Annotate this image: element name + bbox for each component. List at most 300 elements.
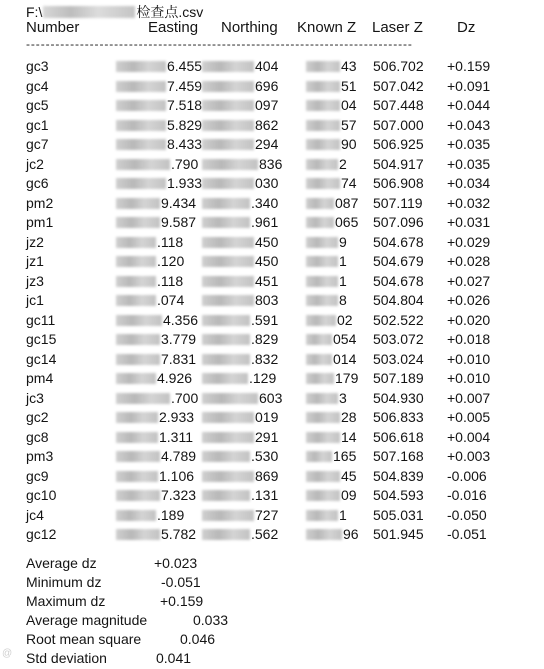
cell-easting-text: 7.459 — [167, 77, 203, 94]
redacted-block — [306, 412, 340, 423]
cell-laser-z-text: 506.833 — [373, 409, 424, 425]
cell-dz — [447, 448, 490, 464]
stat-line — [26, 555, 326, 574]
cell-known-z-text: 3 — [339, 389, 347, 406]
cell-known-z — [306, 370, 358, 386]
stat-line — [26, 612, 326, 631]
cell-laser-z — [373, 507, 424, 523]
cell-dz — [447, 195, 490, 211]
cell-number-text: gc8 — [26, 428, 49, 445]
cell-easting — [116, 234, 183, 250]
redacted-block — [306, 81, 340, 92]
cell-laser-z-text: 504.678 — [373, 233, 424, 250]
redacted-block — [202, 490, 250, 501]
cell-dz — [447, 312, 490, 328]
cell-northing — [202, 487, 278, 503]
cell-easting — [116, 78, 202, 94]
cell-northing-text: .530 — [251, 448, 279, 464]
cell-laser-z — [373, 253, 424, 269]
cell-dz-text: +0.005 — [447, 409, 491, 425]
cell-number — [26, 370, 53, 386]
cell-northing — [202, 97, 278, 113]
cell-dz-text: +0.004 — [447, 428, 491, 445]
redacted-block — [202, 159, 258, 170]
table-row — [0, 175, 544, 195]
cell-dz-text: +0.044 — [447, 97, 491, 113]
cell-easting — [116, 409, 194, 425]
cell-known-z — [306, 136, 357, 152]
cell-northing-text: .832 — [251, 350, 279, 367]
cell-number — [26, 468, 49, 484]
cell-easting-text: 9.587 — [161, 214, 197, 230]
redacted-block — [202, 120, 254, 131]
redacted-block — [202, 139, 254, 150]
cell-laser-z-text: 506.925 — [373, 136, 424, 152]
redacted-block — [116, 139, 166, 150]
redacted-block — [116, 315, 162, 326]
cell-northing-text: .129 — [249, 370, 277, 386]
redacted-block — [202, 451, 250, 462]
redacted-block — [306, 217, 334, 228]
redacted-block — [116, 217, 160, 228]
redacted-block — [116, 373, 156, 384]
redacted-block — [306, 510, 338, 521]
redacted-block — [116, 490, 160, 501]
cell-known-z — [306, 117, 357, 133]
cell-number-text: gc3 — [26, 58, 49, 74]
cell-easting-text: 1.311 — [159, 428, 193, 445]
cell-number — [26, 97, 49, 113]
stat-value: 0.041 — [156, 650, 192, 666]
cell-easting — [116, 429, 193, 445]
header-laser-z: Laser Z — [372, 19, 423, 36]
cell-number — [26, 390, 44, 406]
cell-easting-text: .118 — [157, 233, 184, 250]
redacted-block — [116, 432, 158, 443]
cell-dz — [447, 468, 487, 484]
cell-number-text: pm1 — [26, 214, 54, 230]
cell-number — [26, 448, 53, 464]
stat-value: -0.051 — [161, 574, 201, 590]
table-row — [0, 312, 544, 332]
cell-laser-z — [373, 175, 424, 191]
cell-number-text: jz3 — [26, 272, 44, 289]
cell-laser-z — [373, 312, 424, 328]
redacted-block — [306, 237, 338, 248]
cell-dz-text: +0.032 — [447, 194, 491, 211]
cell-known-z — [306, 175, 357, 191]
cell-known-z — [306, 429, 357, 445]
cell-laser-z-text: 507.096 — [373, 214, 424, 230]
table-row — [0, 351, 544, 371]
cell-dz-text: +0.091 — [447, 77, 491, 94]
redacted-block — [116, 510, 156, 521]
cell-easting — [116, 390, 198, 406]
redacted-block — [202, 334, 250, 345]
cell-easting — [116, 292, 184, 308]
table-row — [0, 448, 544, 468]
cell-northing-text: .562 — [251, 526, 279, 542]
redacted-block — [306, 139, 340, 150]
cell-dz — [447, 58, 490, 74]
stat-value: +0.023 — [154, 555, 198, 571]
cell-known-z-text: 90 — [341, 136, 357, 152]
cell-easting — [116, 507, 184, 523]
redacted-block — [116, 295, 156, 306]
stat-label: Std deviation — [26, 650, 107, 666]
cell-dz-text: +0.159 — [447, 58, 491, 74]
cell-known-z — [306, 214, 358, 230]
cell-dz-text: +0.034 — [447, 175, 491, 191]
cell-known-z-text: 74 — [341, 175, 357, 191]
stat-value: 0.033 — [193, 612, 229, 628]
cell-easting-text: 5.782 — [161, 526, 197, 542]
cell-northing-text: 291 — [255, 428, 279, 445]
redacted-block — [202, 354, 250, 365]
cell-easting-text: 1.106 — [159, 467, 195, 484]
cell-known-z — [306, 390, 347, 406]
cell-northing-text: 294 — [255, 136, 279, 152]
cell-known-z-text: 8 — [339, 292, 347, 308]
cell-laser-z-text: 507.000 — [373, 116, 424, 133]
redacted-block — [202, 510, 254, 521]
cell-number — [26, 253, 44, 269]
cell-laser-z — [373, 390, 424, 406]
cell-known-z-text: 9 — [339, 233, 347, 250]
cell-easting — [116, 273, 183, 289]
cell-easting-text: .120 — [157, 253, 185, 269]
header-northing: Northing — [221, 19, 278, 36]
cell-northing — [202, 234, 278, 250]
cell-dz-text: +0.010 — [447, 370, 491, 386]
cell-easting — [116, 58, 202, 74]
cell-known-z — [306, 526, 359, 542]
cell-dz — [447, 487, 487, 503]
cell-known-z — [306, 292, 347, 308]
cell-dz — [447, 351, 490, 367]
cell-laser-z — [373, 58, 424, 74]
cell-laser-z-text: 507.448 — [373, 97, 424, 113]
cell-northing-text: 097 — [255, 97, 279, 113]
cell-number-text: gc7 — [26, 136, 49, 152]
cell-northing-text: .131 — [251, 487, 279, 503]
cell-laser-z-text: 506.908 — [373, 175, 424, 191]
cell-dz — [447, 117, 490, 133]
cell-dz-text: +0.029 — [447, 233, 491, 250]
table-row — [0, 273, 544, 293]
cell-dz-text: +0.028 — [447, 253, 491, 269]
cell-known-z-text: 165 — [333, 448, 357, 464]
cell-laser-z-text: 506.702 — [373, 58, 424, 74]
cell-laser-z-text: 507.168 — [373, 448, 424, 464]
cell-known-z — [306, 253, 347, 269]
cell-laser-z — [373, 370, 424, 386]
redacted-block — [202, 315, 250, 326]
file-path-suffix: 检查点.csv — [136, 4, 204, 20]
redacted-block — [202, 81, 254, 92]
cell-number-text: gc11 — [26, 311, 56, 328]
redacted-block — [202, 471, 254, 482]
redacted-block — [43, 6, 135, 18]
cell-known-z — [306, 487, 357, 503]
stat-line — [26, 574, 326, 593]
cell-easting — [116, 487, 196, 503]
stat-label: Root mean square — [26, 631, 142, 647]
redacted-block — [116, 178, 166, 189]
cell-dz — [447, 214, 490, 230]
cell-known-z-text: 51 — [341, 77, 357, 94]
cell-number-text: jc4 — [26, 506, 44, 523]
cell-number — [26, 136, 49, 152]
cell-northing-text: 030 — [255, 175, 279, 191]
cell-known-z-text: 054 — [333, 331, 357, 347]
cell-northing — [202, 292, 278, 308]
redacted-block — [202, 100, 254, 111]
cell-laser-z-text: 507.119 — [373, 194, 423, 211]
cell-northing-text: .961 — [251, 214, 279, 230]
redacted-block — [116, 529, 160, 540]
cell-known-z-text: 1 — [339, 272, 347, 289]
cell-easting — [116, 136, 202, 152]
cell-laser-z — [373, 331, 424, 347]
stat-line — [26, 631, 326, 650]
cell-laser-z-text: 503.024 — [373, 350, 424, 367]
cell-laser-z — [373, 234, 424, 250]
cell-dz-text: +0.043 — [447, 116, 491, 133]
cell-known-z-text: 014 — [333, 350, 357, 367]
cell-number-text: pm3 — [26, 448, 54, 464]
cell-northing-text: 727 — [255, 506, 279, 523]
stat-label: Maximum dz — [26, 593, 106, 609]
cell-easting-text: .118 — [157, 272, 184, 289]
cell-number-text: gc4 — [26, 77, 49, 94]
cell-number-text: jc1 — [26, 292, 44, 308]
redacted-block — [202, 276, 254, 287]
cell-number — [26, 331, 56, 347]
redacted-block — [116, 451, 160, 462]
stat-label: Minimum dz — [26, 574, 102, 590]
cell-northing — [202, 156, 282, 172]
column-header-row — [0, 19, 544, 37]
cell-dz — [447, 331, 490, 347]
redacted-block — [306, 451, 332, 462]
cell-dz-text: +0.020 — [447, 311, 491, 328]
cell-known-z-text: 087 — [335, 194, 359, 211]
cell-dz — [447, 78, 490, 94]
cell-northing-text: .340 — [251, 194, 279, 211]
cell-northing — [202, 468, 278, 484]
stat-value: +0.159 — [160, 593, 204, 609]
cell-dz-text: -0.016 — [447, 487, 487, 503]
cell-dz-text: +0.035 — [447, 155, 491, 172]
cell-easting-text: 4.926 — [157, 370, 193, 386]
cell-dz — [447, 234, 490, 250]
cell-number — [26, 487, 56, 503]
cell-known-z-text: 28 — [341, 409, 357, 425]
cell-known-z — [306, 507, 347, 523]
redacted-block — [116, 354, 160, 365]
table-row — [0, 78, 544, 98]
redacted-block — [116, 120, 166, 131]
cell-known-z-text: 57 — [341, 116, 357, 133]
cell-dz — [447, 292, 490, 308]
cell-northing-text: 696 — [255, 77, 279, 94]
cell-laser-z-text: 505.031 — [373, 506, 424, 523]
cell-easting — [116, 156, 198, 172]
cell-easting — [116, 331, 196, 347]
cell-laser-z — [373, 117, 424, 133]
cell-easting-text: 9.434 — [161, 194, 197, 211]
cell-known-z — [306, 351, 356, 367]
cell-northing-text: .591 — [251, 311, 279, 328]
table-row — [0, 136, 544, 156]
cell-dz — [447, 429, 490, 445]
cell-northing — [202, 136, 278, 152]
cell-easting-text: 4.356 — [163, 311, 199, 328]
header-known-z: Known Z — [297, 19, 357, 36]
cell-northing-text: 836 — [259, 155, 283, 172]
cell-number — [26, 156, 44, 172]
cell-number-text: gc1 — [26, 116, 49, 133]
header-divider: ------------------------------------------------------------------------------- — [26, 37, 413, 51]
cell-easting — [116, 351, 196, 367]
cell-number — [26, 117, 49, 133]
stat-label: Average magnitude — [26, 612, 148, 628]
cell-dz-text: +0.027 — [447, 272, 491, 289]
cell-number — [26, 292, 44, 308]
redacted-block — [116, 412, 158, 423]
cell-laser-z-text: 503.072 — [373, 331, 424, 347]
table-row — [0, 331, 544, 351]
cell-laser-z — [373, 136, 424, 152]
cell-easting-text: .790 — [171, 155, 199, 172]
cell-known-z-text: 09 — [341, 487, 357, 503]
cell-known-z — [306, 409, 357, 425]
cell-dz-text: +0.035 — [447, 136, 491, 152]
cell-known-z-text: 065 — [335, 214, 359, 230]
cell-number-text: gc15 — [26, 331, 57, 347]
redacted-block — [202, 237, 254, 248]
redacted-block — [202, 412, 254, 423]
cell-number — [26, 409, 49, 425]
cell-number-text: gc14 — [26, 350, 57, 367]
redacted-block — [116, 276, 156, 287]
redacted-block — [306, 393, 338, 404]
cell-easting — [116, 370, 192, 386]
cell-northing — [202, 214, 278, 230]
header-dz: Dz — [457, 19, 476, 36]
cell-number-text: jz2 — [26, 233, 44, 250]
redacted-block — [306, 295, 338, 306]
cell-easting — [116, 448, 196, 464]
cell-dz — [447, 156, 490, 172]
cell-northing — [202, 507, 278, 523]
cell-number-text: jc3 — [26, 389, 44, 406]
table-row — [0, 526, 544, 546]
redacted-block — [116, 393, 170, 404]
cell-dz — [447, 175, 490, 191]
redacted-block — [306, 120, 340, 131]
cell-laser-z-text: 504.679 — [373, 253, 424, 269]
cell-northing-text: 862 — [255, 116, 279, 133]
redacted-block — [306, 354, 332, 365]
cell-dz-text: +0.003 — [447, 448, 491, 464]
redacted-block — [202, 432, 254, 443]
cell-known-z-text: 02 — [337, 311, 353, 328]
cell-dz-text: +0.007 — [447, 389, 491, 406]
cell-northing — [202, 58, 278, 74]
cell-easting-text: 3.779 — [161, 331, 197, 347]
cell-dz — [447, 507, 487, 523]
cell-dz — [447, 136, 490, 152]
redacted-block — [116, 256, 156, 267]
cell-dz — [447, 390, 490, 406]
redacted-block — [306, 471, 340, 482]
cell-dz-text: +0.010 — [447, 350, 491, 367]
cell-known-z — [306, 97, 357, 113]
redacted-block — [116, 334, 160, 345]
cell-easting-text: 7.323 — [161, 487, 197, 503]
cell-number-text: gc6 — [26, 175, 49, 191]
cell-dz — [447, 97, 490, 113]
cell-number — [26, 214, 53, 230]
cell-easting-text: .074 — [157, 292, 185, 308]
cell-easting-text: .700 — [171, 389, 199, 406]
header-easting: Easting — [148, 19, 199, 36]
redacted-block — [116, 81, 166, 92]
table-row — [0, 390, 544, 410]
cell-dz-text: +0.026 — [447, 292, 491, 308]
cell-number — [26, 429, 49, 445]
cell-northing-text: 803 — [255, 292, 279, 308]
cell-laser-z-text: 501.945 — [373, 526, 424, 542]
table-row — [0, 468, 544, 488]
cell-number-text: pm4 — [26, 370, 54, 386]
cell-laser-z-text: 506.618 — [373, 428, 424, 445]
cell-known-z-text: 1 — [339, 253, 347, 269]
redacted-block — [116, 237, 156, 248]
cell-easting — [116, 468, 194, 484]
cell-laser-z — [373, 292, 424, 308]
cell-laser-z — [373, 429, 424, 445]
cell-laser-z-text: 504.839 — [373, 467, 424, 484]
table-row — [0, 370, 544, 390]
cell-number-text: pm2 — [26, 194, 54, 211]
cell-dz-text: -0.006 — [447, 467, 487, 484]
table-row — [0, 429, 544, 449]
watermark: @ — [2, 648, 13, 659]
cell-laser-z-text: 502.522 — [373, 311, 424, 328]
cell-dz — [447, 370, 490, 386]
redacted-block — [202, 217, 250, 228]
cell-northing — [202, 195, 278, 211]
table-row — [0, 292, 544, 312]
cell-easting-text: 7.831 — [161, 350, 197, 367]
cell-dz-text: -0.051 — [447, 526, 487, 542]
cell-number — [26, 312, 55, 328]
cell-easting-text: 7.518 — [167, 97, 203, 113]
cell-number — [26, 507, 44, 523]
cell-number-text: gc10 — [26, 487, 57, 503]
cell-northing — [202, 526, 278, 542]
cell-northing — [202, 273, 278, 289]
cell-easting-text: 4.789 — [161, 448, 197, 464]
redacted-block — [202, 373, 248, 384]
cell-northing-text: .829 — [251, 331, 279, 347]
cell-northing — [202, 390, 282, 406]
cell-number — [26, 78, 49, 94]
cell-northing — [202, 409, 278, 425]
